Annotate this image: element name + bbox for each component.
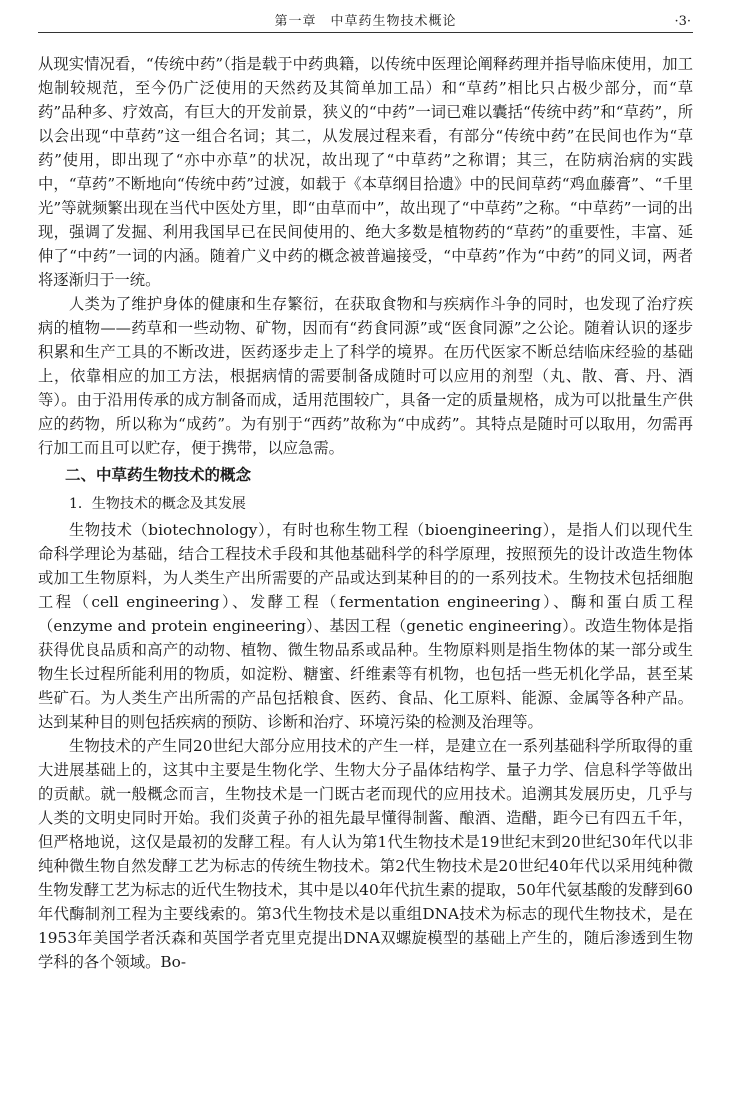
paragraph-2: 人类为了维护身体的健康和生存繁衍，在获取食物和与疾病作斗争的同时，也发现了治疗疾病的植物——药草和一些动物、矿物，因而有“药食同源”或“医食同源”之公论。随着认识的逐步积累和生产工具的不断改进，医药逐步走上了科学的境界。在历代医家不断总结临床经验的基础上，依靠相应的加工方法，根据病情的需要制备成随时可以应用的剂型（丸、散、膏、丹、酒等）。由于沿用传承的成方制备而成，适用范围较广，具备一定的质量规格，成为可以批量生产供应的药物，所以称为“成药”。为有别于“西药”故称为“中成药”。其特点是随时可以取用，勿需再行加工而且可以贮存，便于携带，以应急需。: [38, 295, 693, 457]
running-header: [38, 12, 693, 33]
chapter-title: 第一章 中草药生物技术概论: [274, 14, 457, 29]
page-number: ·3·: [674, 14, 691, 29]
subsection-heading: 1．生物技术的概念及其发展: [69, 496, 246, 512]
page-body: [38, 52, 693, 974]
section-heading: 二、中草药生物技术的概念: [65, 466, 252, 484]
paragraph-3: 生物技术（biotechnology），有时也称生物工程（bioengineering），是指人们以现代生命科学理论为基础，结合工程技术手段和其他基础科学的科学原理，按照预先的设计改造生物体或加工生物原料，为人类生产出所需要的产品或达到某种目的的一系列技术。生物技术包括细胞工程（cell engineering）、发酵工程（fermentation engineering）、酶和蛋白质工程（enzyme and protein engineering）、基因工程（genetic engineering）。改造生物体是指获得优良品质和高产的动物、植物、微生物品系或品种。生物原料则是指生物体的某一部分或生物生长过程所能利用的物质，如淀粉、糖蜜、纤维素等有机物，也包括一些无机化学品，甚至某些矿石。为人类生产出所需的产品包括粮食、医药、食品、化工原料、能源、金属等各种产品。达到某种目的则包括疾病的预防、诊断和治疗、环境污染的检测及治理等。: [38, 521, 693, 731]
paragraph-1: 从现实情况看，“传统中药”（指是载于中药典籍，以传统中医理论阐释药理并指导临床使用，加工炮制较规范，至今仍广泛使用的天然药及其简单加工品）和“草药”相比只占极少部分，而“草药”品种多、疗效高，有巨大的开发前景，狭义的“中药”一词已难以囊括“传统中药”和“草药”，所以会出现“中草药”这一组合名词；其二，从发展过程来看，有部分“传统中药”在民间也作为“草药”使用，即出现了“亦中亦草”的状况，故出现了“中草药”之称谓；其三，在防病治病的实践中，“草药”不断地向“传统中药”过渡，如载于《本草纲目拾遗》中的民间草药“鸡血藤膏”、“千里光”等就频繁出现在当代中医处方里，即“由草而中”，故出现了“中草药”之称。“中草药”一词的出现，强调了发掘、利用我国早已在民间使用的、绝大多数是植物药的“草药”的重要性，丰富、延伸了“中药”一词的内涵。随着广义中药的概念被普遍接受，“中草药”作为“中药”的同义词，两者将逐渐归于一统。: [38, 55, 693, 289]
paragraph-4: 生物技术的产生同20世纪大部分应用技术的产生一样，是建立在一系列基础科学所取得的重大进展基础上的，这其中主要是生物化学、生物大分子晶体结构学、量子力学、信息科学等做出的贡献。就一般概念而言，生物技术是一门既古老而现代的应用技术。追溯其发展历史，几乎与人类的文明史同时开始。我们炎黄子孙的祖先最早懂得制酱、酿酒、造醋，距今已有四五千年，但严格地说，这仅是最初的发酵工程。有人认为第1代生物技术是19世纪末到20世纪30年代以非纯种微生物自然发酵工艺为标志的传统生物技术。第2代生物技术是20世纪40年代以采用纯种微生物发酵工艺为标志的近代生物技术，其中是以40年代抗生素的提取，50年代氨基酸的发酵到60年代酶制剂工程为主要线索的。第3代生物技术是以重组DNA技术为标志的现代生物技术，是在1953年美国学者沃森和英国学者克里克提出DNA双螺旋模型的基础上产生的，随后渗透到生物学科的各个领域。Bo-: [38, 737, 693, 971]
